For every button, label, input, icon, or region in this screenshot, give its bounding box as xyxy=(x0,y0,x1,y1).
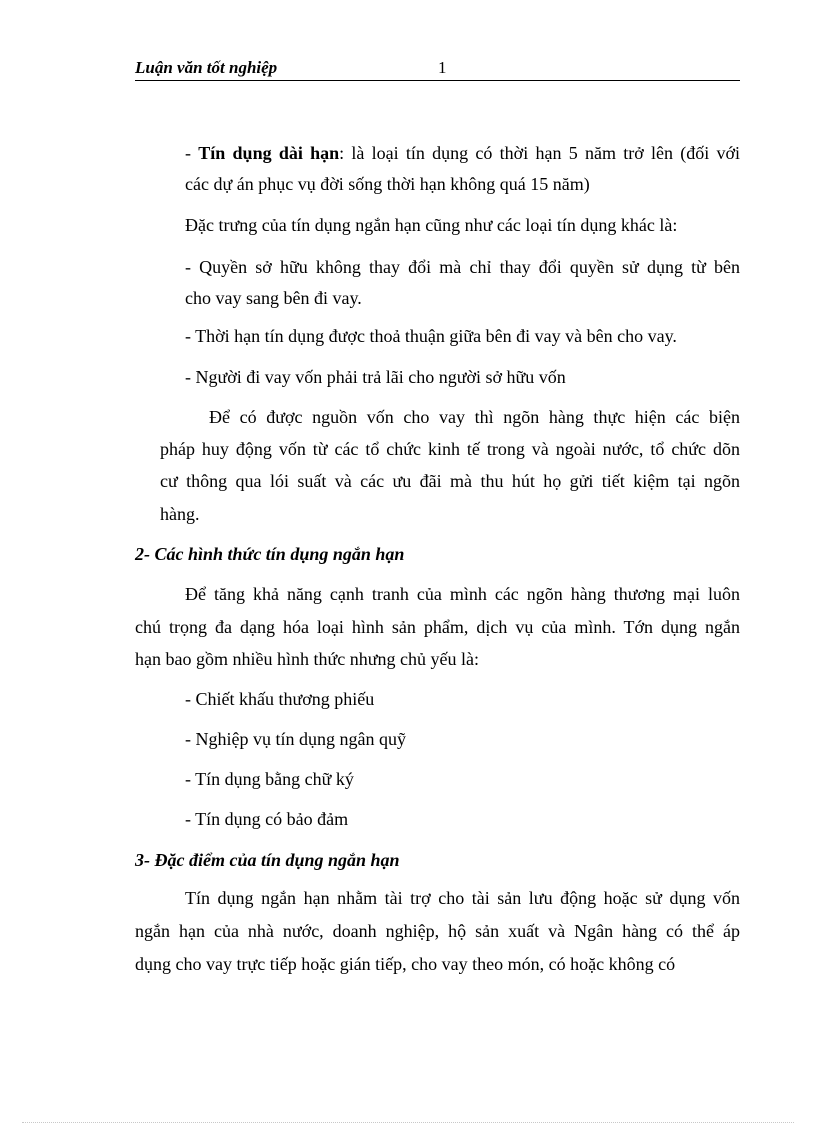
paragraph-line: - Tín dụng dài hạn: là loại tín dụng có thời hạn 5 năm trở lên (đối với xyxy=(185,143,741,163)
header-title: Luận văn tốt nghiệp xyxy=(135,58,278,77)
paragraph-line: cư thông qua lói suất và các ưu đãi mà thu hút họ gửi tiết kiệm tại ngõn xyxy=(160,471,740,491)
paragraph-line: chú trọng đa dạng hóa loại hình sản phẩm, dịch vụ của mình. Tớn dụng ngắn xyxy=(135,617,740,637)
list-item: - Tín dụng có bảo đảm xyxy=(185,809,349,829)
bold-term: Tín dụng dài hạn xyxy=(198,143,340,163)
paragraph-line: dụng cho vay trực tiếp hoặc gián tiếp, cho vay theo món, có hoặc không có xyxy=(135,954,676,974)
list-item: - Tín dụng bằng chữ ký xyxy=(185,769,354,789)
page-header xyxy=(135,58,740,81)
paragraph-line: pháp huy động vốn từ các tổ chức kinh tế trong và ngoài nước, tổ chức dõn xyxy=(160,439,740,459)
page-number: 1 xyxy=(438,58,447,77)
list-item: - Nghiệp vụ tín dụng ngân quỹ xyxy=(185,729,406,749)
paragraph-line: hàng. xyxy=(160,504,200,524)
paragraph-line: cho vay sang bên đi vay. xyxy=(185,288,362,308)
paragraph-line: các dự án phục vụ đời sống thời hạn không quá 15 năm) xyxy=(185,174,590,194)
paragraph-line: - Thời hạn tín dụng được thoả thuận giữa bên đi vay và bên cho vay. xyxy=(185,326,677,346)
paragraph-line: hạn bao gồm nhiều hình thức nhưng chủ yếu là: xyxy=(135,649,479,669)
paragraph-line: - Quyền sở hữu không thay đổi mà chỉ thay đổi quyền sử dụng từ bên xyxy=(185,257,740,277)
section-heading: 2- Các hình thức tín dụng ngắn hạn xyxy=(135,544,405,564)
paragraph-line: Tín dụng ngắn hạn nhằm tài trợ cho tài sản lưu động hoặc sử dụng vốn xyxy=(185,888,740,908)
paragraph-line: Đặc trưng của tín dụng ngắn hạn cũng như các loại tín dụng khác là: xyxy=(185,215,678,235)
section-heading: 3- Đặc điểm của tín dụng ngắn hạn xyxy=(135,850,400,870)
paragraph-line: Để có được nguồn vốn cho vay thì ngõn hàng thực hiện các biện xyxy=(209,407,740,427)
paragraph-line: ngắn hạn của nhà nước, doanh nghiệp, hộ sản xuất và Ngân hàng có thể áp xyxy=(135,921,740,941)
list-item: - Chiết khấu thương phiếu xyxy=(185,689,375,709)
paragraph-line: - Người đi vay vốn phải trả lãi cho người sở hữu vốn xyxy=(185,367,566,387)
paragraph-line: Để tăng khả năng cạnh tranh của mình các ngõn hàng thương mại luôn xyxy=(185,584,740,604)
